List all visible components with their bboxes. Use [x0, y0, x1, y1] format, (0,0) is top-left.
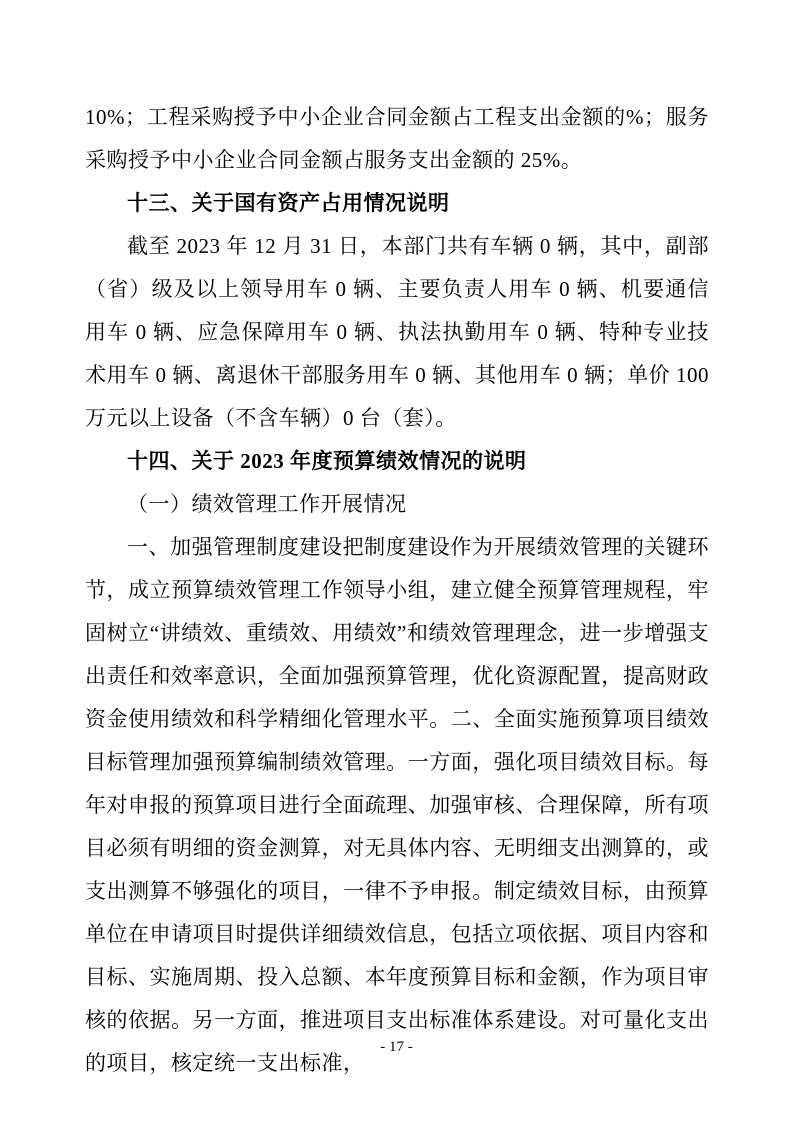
page-number: - 17 -	[380, 1039, 413, 1055]
heading-section-14-budget-performance: 十四、关于 2023 年度预算绩效情况的说明	[127, 449, 527, 473]
document-body	[85, 96, 709, 1085]
paragraph-asset-usage: 截至 2023 年 12 月 31 日，本部门共有车辆 0 辆，其中，副部（省）级及以上领导用车 0 辆、主要负责人用车 0 辆、机要通信用车 0 辆、应急保障用车 0 辆、执法执勤用车 0 辆、特种专业技术用车 0 辆、离退休干部服务用车 0 辆、其他用车 0 辆；单价 100 万元以上设备（不含车辆）0 台（套）。	[85, 234, 709, 430]
heading-section-13-state-assets: 十三、关于国有资产占用情况说明	[127, 191, 450, 215]
subheading-performance-management: （一）绩效管理工作开展情况	[127, 492, 407, 516]
paragraph-performance-detail: 一、加强管理制度建设把制度建设作为开展绩效管理的关键环节，成立预算绩效管理工作领导小组，建立健全预算管理规程，牢固树立“讲绩效、重绩效、用绩效”和绩效管理理念，进一步增强支出责任和效率意识，全面加强预算管理，优化资源配置，提高财政资金使用绩效和科学精细化管理水平。二、全面实施预算项目绩效目标管理加强预算编制绩效管理。一方面，强化项目绩效目标。每年对申报的预算项目进行全面疏理、加强审核、合理保障，所有项目必须有明细的资金测算，对无具体内容、无明细支出测算的，或支出测算不够强化的项目，一律不予申报。制定绩效目标，由预算单位在申请项目时提供详细绩效信息，包括立项依据、项目内容和目标、实施周期、投入总额、本年度预算目标和金额，作为项目审核的依据。另一方面，推进项目支出标准体系建设。对可量化支出的项目，核定统一支出标准，	[85, 535, 709, 1075]
paragraph-procurement-continuation: 10%；工程采购授予中小企业合同金额占工程支出金额的%；服务采购授予中小企业合同金额占服务支出金额的 25%。	[85, 105, 709, 172]
